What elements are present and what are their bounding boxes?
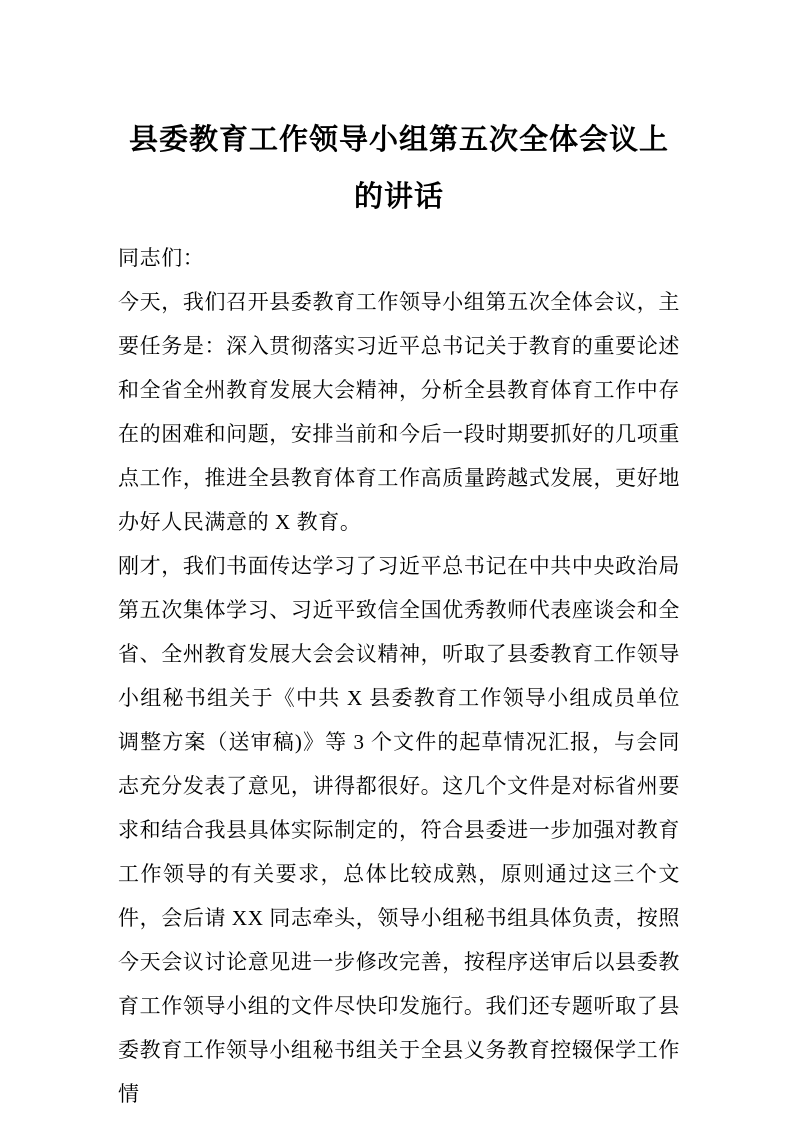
- paragraph-meeting-summary: 刚才，我们书面传达学习了习近平总书记在中共中央政治局第五次集体学习、习近平致信全国优秀教师代表座谈会和全省、全州教育发展大会会议精神，听取了县委教育工作领导小组秘书组关于《中共 X 县委教育工作领导小组成员单位调整方案（送审稿)》等 3 个文件的起草情况汇报，与会同志充分发表了意见，讲得都很好。这几个文件是对标省州要求和结合我县具体实际制定的，符合县委进一步加强对教育工作领导的有关要求，总体比较成熟，原则通过这三个文件，会后请 XX 同志牵头，领导小组秘书组具体负责，按照今天会议讨论意见进一步修改完善，按程序送审后以县委教育工作领导小组的文件尽快印发施行。我们还专题听取了县委教育工作领导小组秘书组关于全县义务教育控辍保学工作情: [118, 554, 680, 1106]
- title-line-1: 县委教育工作领导小组第五次全体会议上: [128, 124, 669, 156]
- document-title: [118, 112, 680, 226]
- paragraph-meeting-purpose: 今天，我们召开县委教育工作领导小组第五次全体会议，主要任务是：深入贯彻落实习近平总书记关于教育的重要论述和全省全州教育发展大会精神，分析全县教育体育工作中存在的困难和问题，安排当前和今后一段时期要抓好的几项重点工作，推进全县教育体育工作高质量跨越式发展，更好地办好人民满意的 X 教育。: [118, 290, 680, 534]
- salutation-paragraph: 同志们：: [118, 246, 205, 270]
- title-line-2: 的讲话: [353, 181, 444, 213]
- document-body: [118, 236, 680, 1116]
